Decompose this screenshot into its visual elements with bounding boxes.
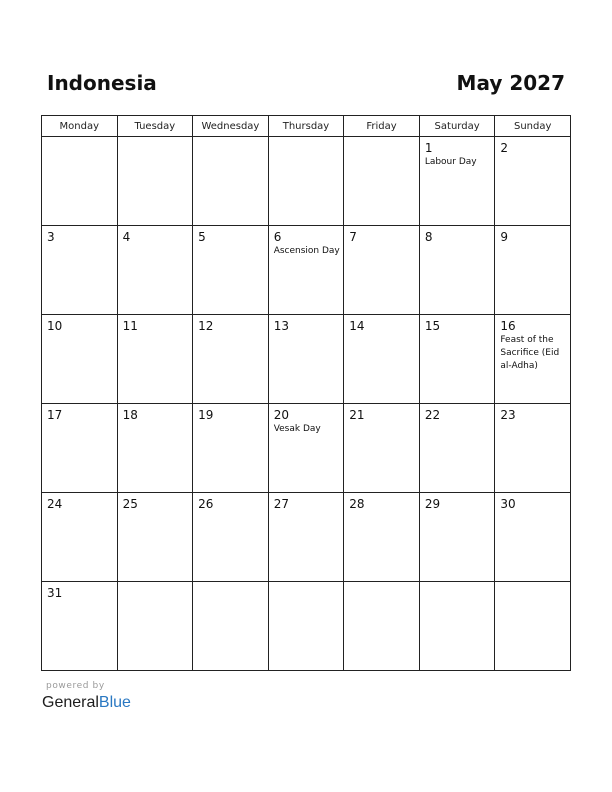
brand-general-text: General: [42, 694, 99, 711]
day-cell: [495, 137, 571, 226]
day-number: 2: [500, 141, 509, 155]
weekday-header: Friday: [344, 116, 420, 137]
day-number: 3: [47, 230, 55, 244]
day-number: 15: [424, 319, 441, 333]
day-cell: [495, 582, 571, 671]
day-number: 7: [349, 230, 357, 244]
calendar-grid: [41, 115, 571, 671]
day-cell: [42, 404, 118, 493]
day-number: 13: [273, 319, 289, 333]
day-number: 4: [122, 230, 131, 244]
day-number: 21: [349, 408, 365, 422]
day-cell: [344, 315, 420, 404]
day-number: 12: [198, 319, 214, 333]
day-number: 11: [122, 319, 138, 333]
week-row: [42, 404, 571, 493]
day-number: 18: [122, 408, 138, 422]
week-row: [42, 582, 571, 671]
day-number: 26: [198, 497, 214, 511]
weekday-header: Monday: [42, 116, 118, 137]
day-cell: [42, 137, 118, 226]
country-title: Indonesia: [47, 71, 157, 95]
day-number: 23: [500, 408, 516, 422]
week-row: [42, 137, 571, 226]
day-cell: [193, 315, 269, 404]
day-cell: [42, 226, 118, 315]
day-number: 25: [122, 497, 138, 511]
week-row: [42, 226, 571, 315]
day-number: 5: [198, 230, 206, 244]
weekday-header: Thursday: [268, 116, 344, 137]
week-row: [42, 315, 571, 404]
day-number: 14: [349, 319, 365, 333]
day-number: 27: [273, 497, 289, 511]
powered-by-label: powered by: [46, 681, 105, 691]
day-number: 28: [349, 497, 365, 511]
weekday-header: Sunday: [495, 116, 571, 137]
generalblue-logo: [42, 693, 131, 713]
day-cell: [495, 404, 571, 493]
month-year-title: May 2027: [456, 71, 565, 95]
day-cell: [419, 137, 495, 226]
day-cell: [344, 404, 420, 493]
day-cell: [193, 582, 269, 671]
day-cell: [419, 404, 495, 493]
day-number: 1: [424, 141, 433, 155]
weekday-header: Wednesday: [193, 116, 269, 137]
weekday-header: Saturday: [419, 116, 495, 137]
day-cell: [268, 137, 344, 226]
day-number: 10: [47, 319, 63, 333]
brand-blue-text: Blue: [98, 694, 131, 711]
day-number: 22: [424, 408, 441, 422]
day-cell: [495, 315, 571, 404]
day-cell: [193, 493, 269, 582]
day-cell: [268, 404, 344, 493]
day-cell: [117, 404, 193, 493]
day-number: 31: [47, 586, 63, 600]
day-cell: [42, 315, 118, 404]
weekday-header: Tuesday: [117, 116, 193, 137]
holiday-label: Vesak Day: [273, 424, 321, 434]
day-cell: [268, 493, 344, 582]
day-number: 30: [500, 497, 516, 511]
day-number: 17: [47, 408, 63, 422]
day-cell: [495, 226, 571, 315]
day-cell: [419, 226, 495, 315]
day-cell: [117, 315, 193, 404]
day-number: 8: [424, 230, 433, 244]
day-cell: [344, 493, 420, 582]
holiday-label: Ascension Day: [273, 246, 340, 256]
holiday-label: Feast of the Sacrifice (Eid al-Adha): [500, 335, 560, 371]
calendar-body: [42, 137, 571, 671]
day-number: 24: [47, 497, 63, 511]
day-cell: [117, 493, 193, 582]
day-cell: [419, 493, 495, 582]
weekday-header-row: [42, 116, 571, 137]
day-number: 16: [500, 319, 516, 333]
day-cell: [495, 493, 571, 582]
day-cell: [268, 582, 344, 671]
day-cell: [268, 315, 344, 404]
day-number: 20: [273, 408, 289, 422]
day-number: 6: [273, 230, 282, 244]
day-cell: [344, 137, 420, 226]
day-cell: [419, 315, 495, 404]
day-cell: [117, 582, 193, 671]
day-cell: [193, 404, 269, 493]
week-row: [42, 493, 571, 582]
day-number: 29: [424, 497, 441, 511]
day-cell: [419, 582, 495, 671]
day-cell: [42, 582, 118, 671]
day-cell: [344, 226, 420, 315]
holiday-label: Labour Day: [424, 157, 477, 167]
day-number: 9: [500, 230, 509, 244]
day-cell: [42, 493, 118, 582]
day-cell: [117, 137, 193, 226]
day-cell: [268, 226, 344, 315]
day-cell: [117, 226, 193, 315]
day-cell: [344, 582, 420, 671]
day-number: 19: [198, 408, 214, 422]
branding: [42, 680, 131, 713]
day-cell: [193, 137, 269, 226]
day-cell: [193, 226, 269, 315]
